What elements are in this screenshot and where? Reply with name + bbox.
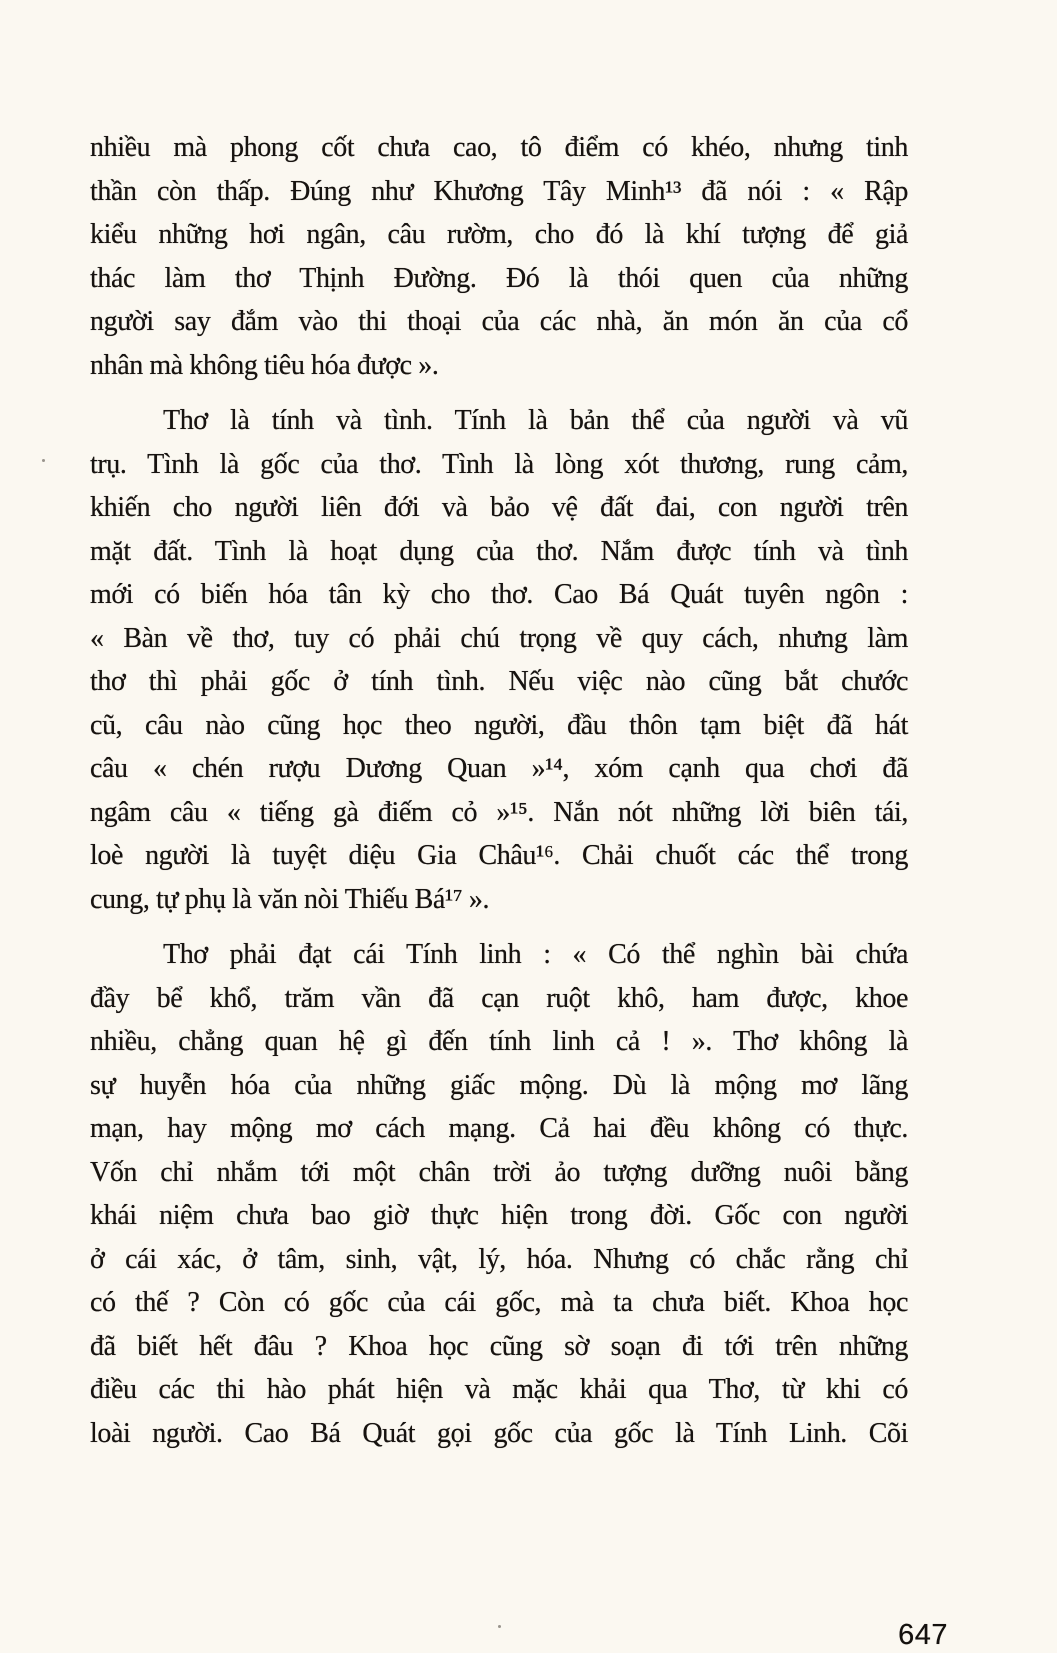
text-line: cung, tự phụ là văn nòi Thiếu Bá¹⁷ ». [90, 883, 490, 915]
text-line: người say đắm vào thi thoại của các nhà, ăn món ăn của cổ [90, 306, 908, 337]
text-line: ngâm câu « tiếng gà điếm cỏ »¹⁵. Nắn nót những lời biên tái, [90, 796, 908, 828]
text-line: khiến cho người liên đới và bảo vệ đất đai, con người trên [90, 492, 908, 523]
text-line: ở cái xác, ở tâm, sinh, vật, lý, hóa. Nhưng có chắc rằng chỉ [90, 1243, 908, 1275]
text-line: mặt đất. Tình là hoạt dụng của thơ. Nắm được tính và tình [90, 535, 908, 567]
text-line: khái niệm chưa bao giờ thực hiện trong đời. Gốc con người [90, 1200, 908, 1231]
text-line: đã biết hết đâu ? Khoa học cũng sờ soạn đi tới trên những [90, 1330, 908, 1362]
text-line: thần còn thấp. Đúng như Khương Tây Minh¹³ đã nói : « Rập [90, 175, 908, 207]
text-line: nhiều, chẳng quan hệ gì đến tính linh cả ! ». Thơ không là [90, 1026, 908, 1057]
text-line: « Bàn về thơ, tuy có phải chú trọng về quy cách, nhưng làm [90, 622, 908, 654]
text-line: Thơ là tính và tình. Tính là bản thể của người và vũ [163, 405, 908, 436]
text-line: điều các thi hào phát hiện và mặc khải qua Thơ, từ khi có [90, 1374, 908, 1405]
text-line: nhiều mà phong cốt chưa cao, tô điểm có khéo, nhưng tinh [90, 132, 908, 163]
text-line: câu « chén rượu Dương Quan »¹⁴, xóm cạnh qua chơi đã [90, 753, 908, 784]
paragraph [90, 399, 908, 921]
text-line: nhân mà không tiêu hóa được ». [90, 349, 439, 381]
text-line: trụ. Tình là gốc của thơ. Tình là lòng xót thương, rung cảm, [90, 448, 908, 480]
text-line: Vốn chỉ nhắm tới một chân trời ảo tượng dưỡng nuôi bằng [90, 1156, 908, 1188]
page-text [90, 126, 908, 1455]
page-number: 647 [898, 1619, 948, 1651]
text-line: sự huyễn hóa của những giấc mộng. Dù là mộng mơ lãng [90, 1069, 908, 1101]
text-line: có thế ? Còn có gốc của cái gốc, mà ta chưa biết. Khoa học [90, 1287, 908, 1318]
scan-speck [42, 459, 45, 462]
text-line: loài người. Cao Bá Quát gọi gốc của gốc là Tính Linh. Cõi [90, 1417, 908, 1449]
paragraph [90, 126, 908, 387]
text-line: thơ thì phải gốc ở tính tình. Nếu việc nào cũng bắt chước [90, 666, 908, 697]
text-line: cũ, câu nào cũng học theo người, đầu thôn tạm biệt đã hát [90, 709, 908, 741]
text-line: loè người là tuyệt diệu Gia Châu¹⁶. Chải chuốt các thể trong [90, 840, 908, 871]
text-line: mới có biến hóa tân kỳ cho thơ. Cao Bá Quát tuyên ngôn : [90, 579, 908, 610]
text-line: kiểu những hơi ngân, câu rườm, cho đó là khí tượng để giả [90, 219, 908, 250]
scan-speck [498, 1625, 501, 1628]
text-line: mạn, hay mộng mơ cách mạng. Cả hai đều không có thực. [90, 1113, 908, 1144]
text-line: thác làm thơ Thịnh Đường. Đó là thói quen của những [90, 262, 908, 294]
text-line: đầy bể khổ, trăm vần đã cạn ruột khô, ham được, khoe [90, 982, 908, 1014]
paragraph [90, 933, 908, 1455]
text-line: Thơ phải đạt cái Tính linh : « Có thể nghìn bài chứa [163, 939, 908, 970]
